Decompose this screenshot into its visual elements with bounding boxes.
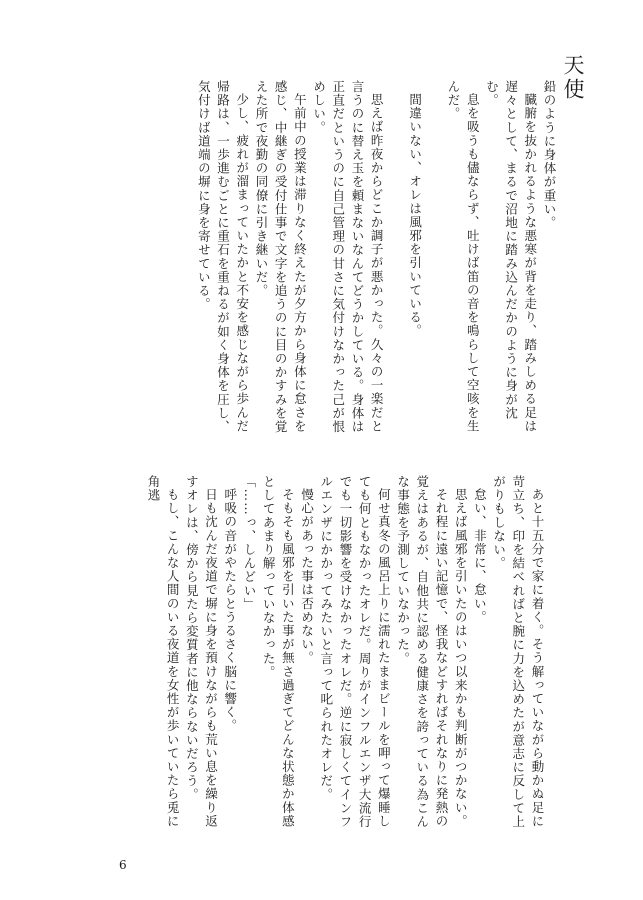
page-number: 6: [119, 858, 127, 872]
paragraph: あと十五分で家に着く。そう解っていながら動かぬ足に苛立ち、印を結べればと腕に力を込めたが意志に反して上がりもしない。: [491, 475, 545, 829]
paragraph: それ程に遠い記憶で、怪我などすればそれなりに発熱の覚えはあるが、自他共に認める健康さを誇っている為こんな事態を予測していなかった。: [395, 475, 449, 829]
blank-line: [425, 80, 444, 440]
paragraph: 何せ真冬の風呂上りに濡れたままビールを呷って爆睡しても何ともなかったオレだ。周りがインフルエンザ大流行でも一切影響を受けなかったオレだ。逆に寂しくてインフルエンザにかかってみたいと言って叱られたオレだ。: [318, 475, 392, 829]
paragraph: 思えば昨夜からどこか調子が悪かった。久々の一楽だと言うのに替え玉を頼まないなんてどうかしている。身体は正直だというのに自己管理の甘さに気付けなかった己が恨めしい。: [311, 80, 385, 434]
paragraph: 怠い、非常に、怠い。: [472, 487, 488, 624]
paragraph: もし、こんな人間のいる夜道を女性が歩いていたら兎に角逃: [145, 475, 181, 828]
paragraph: 間違いない、オレは風邪を引いている。: [407, 92, 423, 338]
paragraph: 思えば風邪を引いたのはいつ以来かも判断がつかない。: [453, 487, 469, 828]
paragraph: 日も沈んだ夜道で塀に身を預けながらも荒い息を繰り返すオレは、傍から見たら変質者に他ならないだろう。: [184, 475, 219, 828]
paragraph: 慢心があった事は否めない。: [299, 487, 315, 665]
paragraph: 鉛のように身体が重い。: [542, 80, 557, 230]
paragraph: そもそも風邪を引いた事が無さ過ぎてどんな状態か体感としてあまり解っていなかった。: [261, 475, 296, 828]
upper-text-block: [194, 80, 559, 440]
lower-text-block: [144, 475, 547, 835]
paragraph: 息を吸うも儘ならず、吐けば笛の音を鳴らして空咳を生んだ。: [445, 80, 481, 433]
dialogue-line: 「……っ、しんどい」: [241, 475, 257, 611]
blank-line: [386, 80, 405, 440]
paragraph: 少し、疲れが溜まっていたかと不安を感じながら歩んだ帰路は、一歩進むごとに重石を重ねるが如く身体を圧し、気付けば道端の塀に身を寄せている。: [196, 80, 250, 434]
paragraph: 臓腑を抜かれるような悪寒が背を走り、踏みしめる足は遅々として、まるで沼地に踏み込んだかのように身が沈む。: [484, 80, 538, 433]
paragraph: 呼吸の音がやたらとうるさく脳に響く。: [222, 487, 238, 733]
chapter-title: 天使: [561, 54, 585, 102]
paragraph: 午前中の授業は滞りなく終えたが夕方から身体に怠さを感じ、中継ぎの受付仕事で文字を追うのに目のかすみを覚えた所で夜勤の同僚に引き継いだ。: [253, 80, 308, 434]
